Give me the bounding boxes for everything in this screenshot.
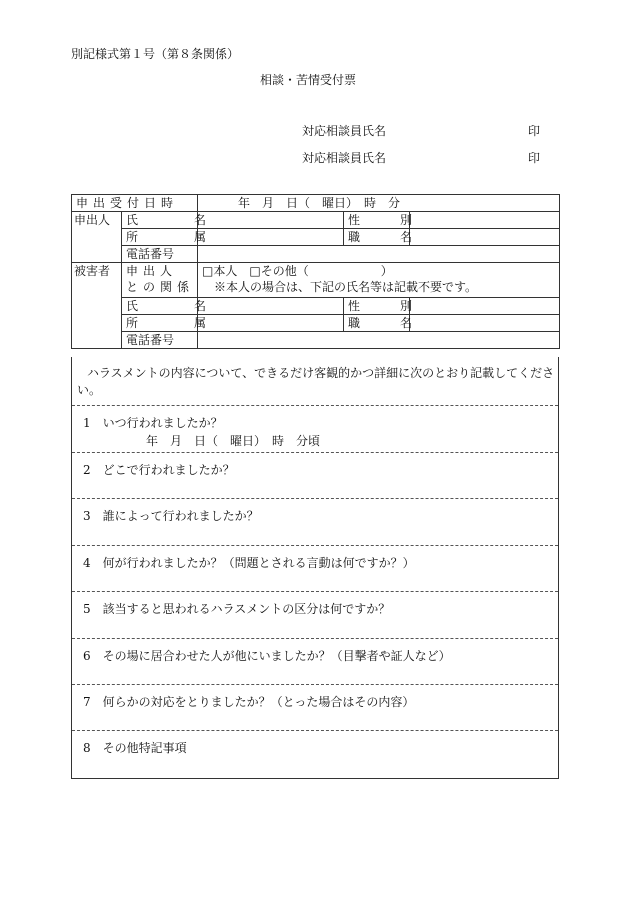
question-section-1[interactable] [72, 405, 558, 453]
victim-phone-label: 電話番号 [122, 332, 198, 349]
question-5-text: 5 該当すると思われるハラスメントの区分は何ですか？ [83, 602, 391, 616]
applicant-affiliation-label: 所 属 [122, 229, 198, 246]
form-number: 別記様式第１号（第８条関係） [71, 47, 240, 61]
received-row [72, 195, 560, 212]
relation-label-line1: 申出人 [126, 264, 178, 278]
question-section-2[interactable] [72, 452, 558, 499]
applicant-phone-field[interactable] [198, 246, 560, 263]
received-datetime-label: 申出受付日時 [72, 195, 198, 212]
victim-name-row [72, 298, 560, 315]
staff-name-label-1: 対応相談員氏名 [302, 124, 387, 138]
seal-mark-1: 印 [528, 124, 541, 138]
question-section-7[interactable] [72, 684, 558, 731]
victim-section-label: 被害者 [72, 263, 122, 349]
intake-form-table [71, 194, 560, 349]
applicant-name-label: 氏 名 [122, 212, 198, 229]
victim-phone-field[interactable] [198, 332, 560, 349]
question-section-5[interactable] [72, 591, 558, 639]
question-8-text: 8 その他特記事項 [83, 741, 187, 755]
applicant-section-label: 申出人 [72, 212, 122, 263]
applicant-position-label: 職 名 [344, 229, 410, 246]
document-title: 相談・苦情受付票 [260, 73, 357, 87]
victim-position-label: 職 名 [344, 315, 410, 332]
applicant-position-field[interactable] [410, 229, 560, 246]
victim-gender-label: 性 別 [344, 298, 410, 315]
question-1-text: 1 いつ行われましたか？ [83, 416, 223, 430]
applicant-gender-label: 性 別 [344, 212, 410, 229]
victim-gender-field[interactable] [410, 298, 560, 315]
question-3-text: 3 誰によって行われましたか？ [83, 509, 259, 523]
question-2-text: 2 どこで行われましたか？ [83, 463, 235, 477]
question-section-6[interactable] [72, 638, 558, 685]
victim-position-field[interactable] [410, 315, 560, 332]
question-section-4[interactable] [72, 545, 558, 592]
question-1-datetime: 年 月 日（ 曜日） 時 分頃 [146, 434, 321, 448]
question-section-3[interactable] [72, 498, 558, 546]
applicant-affiliation-row [72, 229, 560, 246]
applicant-phone-label: 電話番号 [122, 246, 198, 263]
relation-options[interactable]: □本人 □その他（ ） [202, 264, 393, 278]
relation-label-line2: との関係 [126, 280, 195, 294]
victim-relation-row [72, 263, 560, 298]
relation-field [198, 263, 560, 298]
applicant-gender-field[interactable] [410, 212, 560, 229]
intro-text: ハラスメントの内容について、できるだけ客観的かつ詳細に次のとおり記載してください。 [77, 366, 555, 397]
question-7-text: 7 何らかの対応をとりましたか？（とった場合はその内容） [83, 695, 415, 709]
applicant-phone-row [72, 246, 560, 263]
relation-label [122, 263, 198, 298]
victim-affiliation-row [72, 315, 560, 332]
victim-phone-row [72, 332, 560, 349]
victim-affiliation-label: 所 属 [122, 315, 198, 332]
applicant-name-row [72, 212, 560, 229]
victim-name-label: 氏 名 [122, 298, 198, 315]
seal-mark-2: 印 [528, 151, 541, 165]
harassment-details-section [71, 357, 559, 779]
intro-section [72, 357, 558, 406]
question-4-text: 4 何が行われましたか？（問題とされる言動は何ですか？） [83, 556, 415, 570]
relation-note: ※本人の場合は、下記の氏名等は記載不要です。 [214, 280, 478, 294]
question-6-text: 6 その場に居合わせた人が他にいましたか？（目撃者や証人など） [83, 649, 451, 663]
staff-name-label-2: 対応相談員氏名 [302, 151, 387, 165]
question-section-8[interactable] [72, 730, 558, 778]
received-datetime-field[interactable]: 年 月 日（ 曜日） 時 分 [198, 195, 560, 212]
